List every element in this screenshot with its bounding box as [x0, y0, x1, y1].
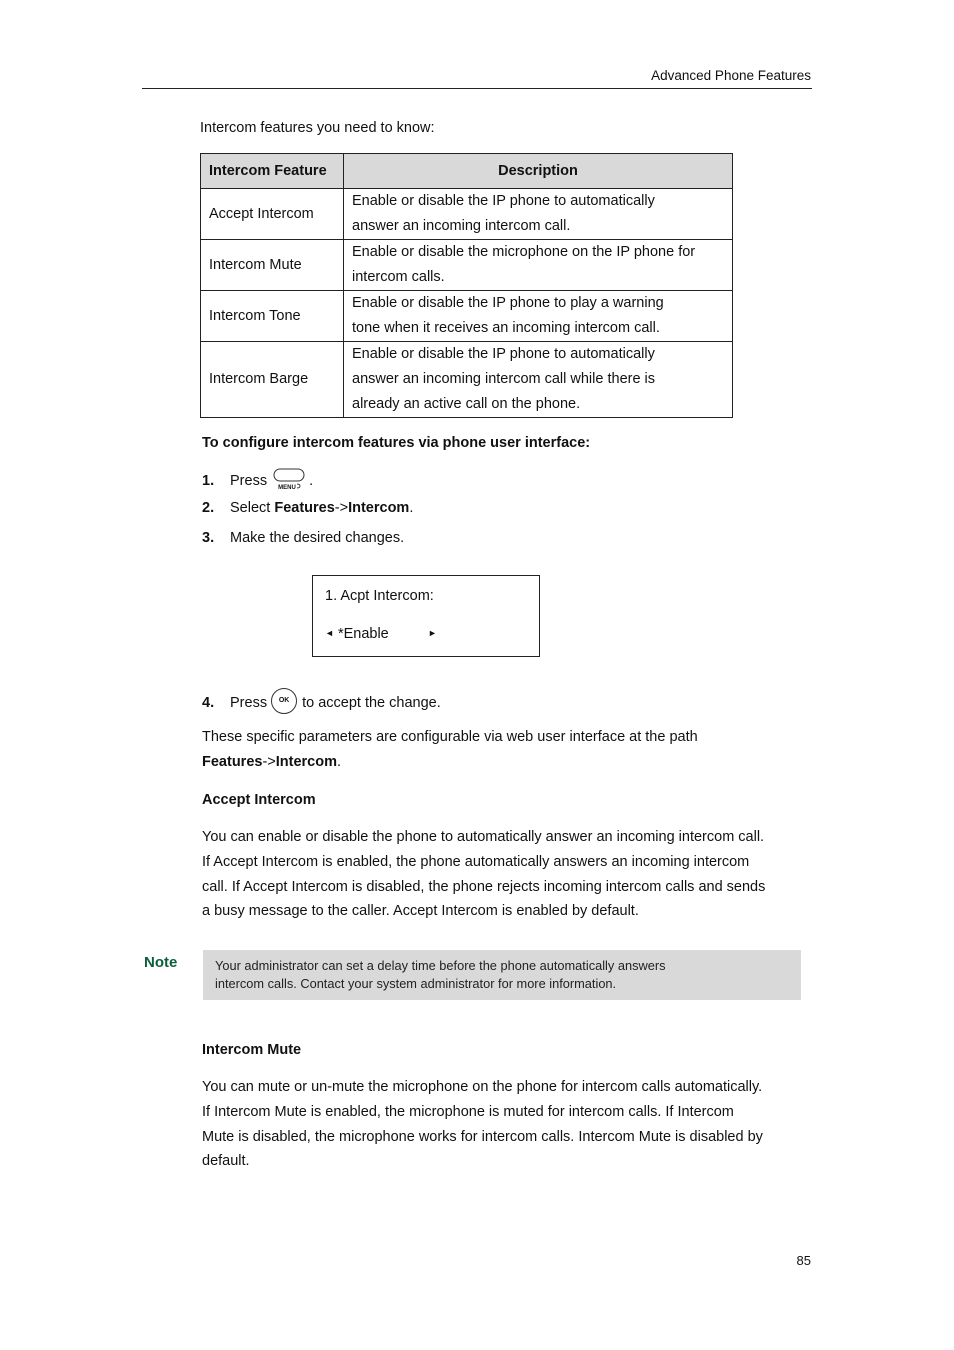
- description-cell: [344, 291, 733, 342]
- table-header-row: [201, 154, 733, 189]
- table-row: [201, 189, 733, 240]
- intercom-mute-paragraph: [202, 1075, 816, 1174]
- step-number: 4.: [202, 694, 215, 711]
- menu-key-label: MENU: [278, 485, 296, 490]
- description-line: Enable or disable the IP phone to play a warning: [352, 295, 664, 311]
- paragraph-line: Mute is disabled, the microphone works for intercom calls. Intercom Mute is disabled by: [202, 1128, 763, 1145]
- web-path-paragraph: [202, 725, 816, 775]
- ok-key-icon: OK: [271, 688, 297, 714]
- step-1: [202, 470, 313, 492]
- lcd-value: *Enable: [337, 626, 389, 642]
- column-header-description: Description: [344, 154, 733, 189]
- step-text: Press: [230, 472, 268, 489]
- menu-path-intercom: Intercom: [348, 500, 410, 516]
- description-cell: [344, 189, 733, 240]
- phone-lcd-screen: [312, 575, 540, 657]
- description-line: Enable or disable the microphone on the IP phone for: [352, 244, 696, 260]
- note-label: Note: [144, 954, 178, 971]
- web-path-text: These specific parameters are configurable via web user interface at the path: [202, 729, 698, 745]
- paragraph-line: You can enable or disable the phone to automatically answer an incoming intercom call.: [202, 829, 765, 845]
- note-line: Your administrator can set a delay time before the phone automatically answers: [215, 958, 666, 973]
- page-number: 85: [796, 1253, 811, 1268]
- step-suffix: to accept the change.: [302, 694, 441, 711]
- paragraph-line: If Accept Intercom is enabled, the phone automatically answers an incoming intercom: [202, 853, 750, 870]
- step-number: 3.: [202, 530, 215, 546]
- path-separator: ->: [262, 753, 276, 770]
- description-cell: [344, 342, 733, 418]
- feature-cell: Intercom Tone: [201, 291, 344, 342]
- feature-cell: Accept Intercom: [201, 189, 344, 240]
- column-header-feature: Intercom Feature: [201, 154, 344, 189]
- description-line: tone when it receives an incoming intercom call.: [352, 320, 660, 336]
- menu-path-features: Features: [274, 500, 335, 516]
- step-4: [202, 690, 441, 716]
- step-text: Make the desired changes.: [230, 530, 405, 546]
- table-row: [201, 291, 733, 342]
- paragraph-line: a busy message to the caller. Accept Intercom is enabled by default.: [202, 903, 639, 920]
- running-header: Advanced Phone Features: [651, 68, 811, 83]
- left-arrow-icon: ◄: [325, 628, 334, 638]
- description-line: answer an incoming intercom call.: [352, 218, 571, 234]
- lcd-line-2: [325, 626, 437, 642]
- intercom-features-table: [200, 153, 733, 418]
- paragraph-line: You can mute or un-mute the microphone on the phone for intercom calls automatically.: [202, 1079, 763, 1095]
- description-line: already an active call on the phone.: [352, 396, 581, 412]
- description-line: answer an incoming intercom call while there is: [352, 371, 656, 387]
- procedure-heading: To configure intercom features via phone user interface:: [202, 435, 591, 451]
- web-path-intercom: Intercom: [275, 753, 337, 770]
- step-number: 2.: [202, 500, 215, 516]
- step-suffix: .: [309, 472, 314, 489]
- header-rule: [142, 88, 812, 89]
- step-2: [202, 500, 413, 516]
- description-cell: [344, 240, 733, 291]
- paragraph-line: default.: [202, 1153, 250, 1170]
- step-suffix: .: [409, 500, 414, 516]
- description-line: intercom calls.: [352, 269, 445, 285]
- step-number: 1.: [202, 472, 215, 489]
- web-path-suffix: .: [337, 753, 342, 770]
- paragraph-line: If Intercom Mute is enabled, the microphone is muted for intercom calls. If Intercom: [202, 1103, 734, 1120]
- feature-cell: Intercom Barge: [201, 342, 344, 418]
- step-text: Press: [230, 694, 268, 711]
- step-text: Select: [230, 500, 275, 516]
- feature-cell: Intercom Mute: [201, 240, 344, 291]
- note-text: [215, 957, 795, 993]
- path-separator: ->: [334, 500, 349, 516]
- accept-intercom-paragraph: [202, 825, 816, 924]
- intercom-mute-heading: Intercom Mute: [202, 1042, 302, 1058]
- paragraph-line: call. If Accept Intercom is disabled, the phone rejects incoming intercom calls and sends: [202, 878, 766, 895]
- note-box: [203, 950, 801, 1000]
- description-line: Enable or disable the IP phone to automatically: [352, 346, 655, 362]
- step-3: [202, 530, 404, 546]
- table-row: [201, 240, 733, 291]
- note-line: intercom calls. Contact your system administrator for more information.: [215, 976, 617, 991]
- table-row: [201, 342, 733, 418]
- description-line: Enable or disable the IP phone to automatically: [352, 193, 655, 209]
- web-path-features: Features: [202, 753, 263, 770]
- menu-key-icon: [273, 468, 305, 490]
- lcd-line-1: 1. Acpt Intercom:: [325, 588, 434, 604]
- right-arrow-icon: ►: [428, 628, 437, 638]
- accept-intercom-heading: Accept Intercom: [202, 792, 316, 808]
- intro-text: Intercom features you need to know:: [200, 120, 435, 136]
